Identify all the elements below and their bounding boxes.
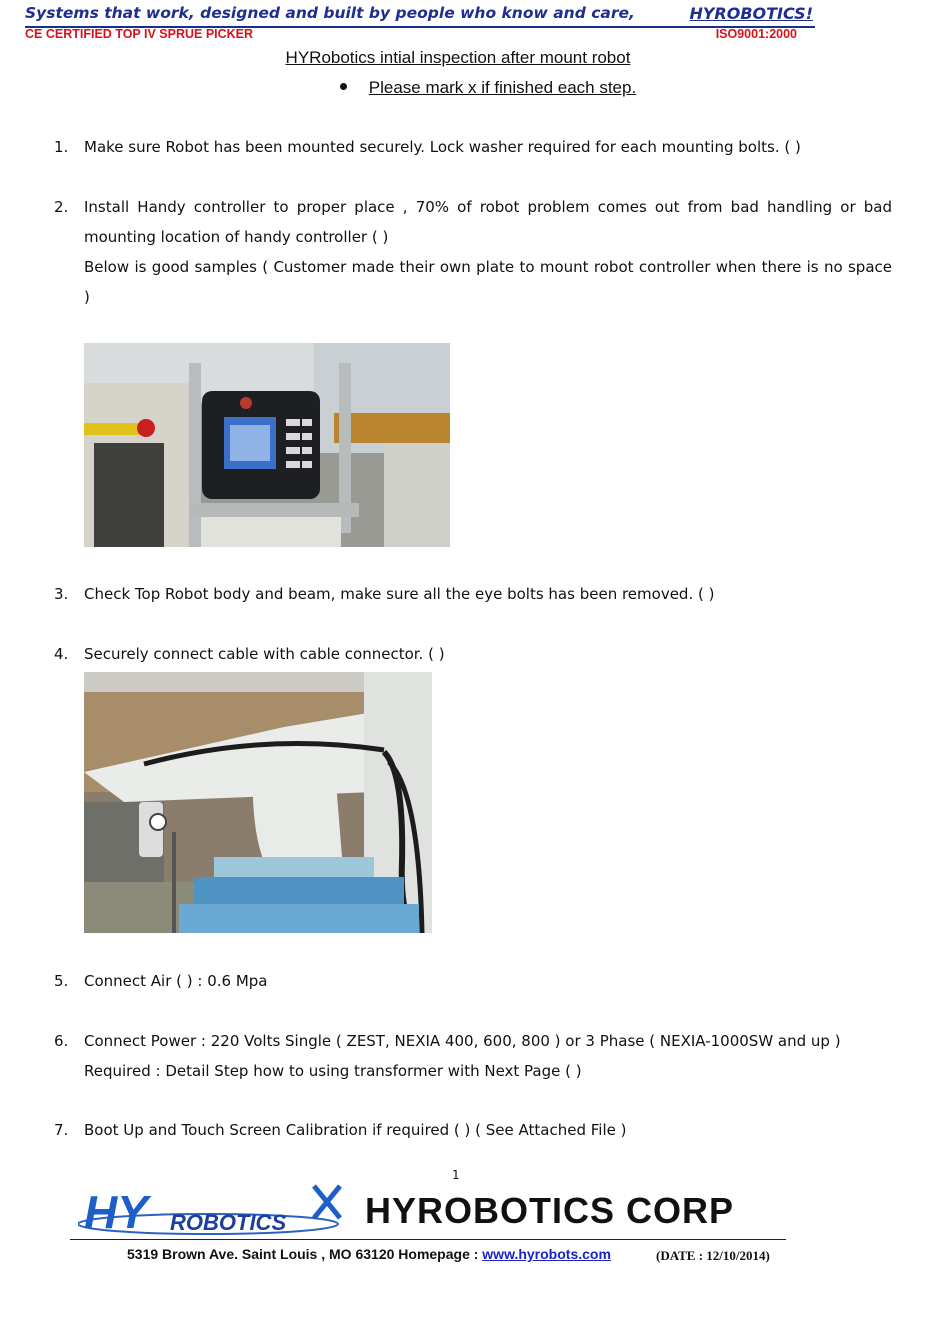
step-item	[54, 966, 892, 996]
footer-divider	[70, 1239, 786, 1240]
iso-text: ISO9001:2000	[715, 27, 797, 41]
cable-connector-photo	[84, 672, 432, 933]
step-item	[54, 192, 892, 312]
step-item	[54, 1115, 892, 1145]
step-text: Required : Detail Step how to using transformer with Next Page ( )	[84, 1062, 582, 1080]
step-text: Make sure Robot has been mounted securely. Lock washer required for each mounting bolts. ( )	[84, 138, 801, 156]
company-name: HYROBOTICS CORP	[365, 1190, 735, 1231]
address-text: 5319 Brown Ave. Saint Louis , MO 63120 Homepage :	[127, 1246, 483, 1262]
step-number: 6.	[54, 1032, 69, 1050]
step-number: 2.	[54, 198, 69, 216]
step-text: Check Top Robot body and beam, make sure all the eye bolts has been removed. ( )	[84, 585, 715, 603]
step-item	[54, 132, 892, 162]
page-title: HYRobotics intial inspection after mount robot	[285, 48, 631, 67]
step-number: 5.	[54, 972, 69, 990]
step-item	[54, 639, 892, 669]
step-number: 3.	[54, 585, 69, 603]
header-brand: HYROBOTICS!	[689, 4, 813, 23]
step-item	[54, 579, 892, 609]
step-item	[54, 1026, 892, 1086]
hyrobotics-logo	[78, 1182, 348, 1240]
page-number: 1	[452, 1168, 460, 1182]
address-line	[127, 1246, 611, 1262]
step-text: Install Handy controller to proper place , 70% of robot problem comes out from bad handling or bad mounting location of handy controller ( )	[84, 198, 892, 246]
svg-text:HY: HY	[84, 1186, 148, 1238]
homepage-link[interactable]: www.hyrobots.com	[482, 1246, 611, 1262]
step-number: 7.	[54, 1121, 69, 1139]
certification-text: CE CERTIFIED TOP IV SPRUE PICKER	[25, 27, 254, 41]
step-number: 4.	[54, 645, 69, 663]
header-tagline: Systems that work, designed and built by people who know and care,	[25, 4, 635, 22]
step-text: Connect Power : 220 Volts Single ( ZEST, NEXIA 400, 600, 800 ) or 3 Phase ( NEXIA-1000SW and up )	[84, 1032, 841, 1050]
step-text: Boot Up and Touch Screen Calibration if required ( ) ( See Attached File )	[84, 1121, 627, 1139]
step-text: Below is good samples ( Customer made their own plate to mount robot controller when there is no space )	[84, 258, 892, 306]
header-subline	[25, 27, 815, 43]
handy-controller-photo	[84, 343, 450, 547]
document-date: (DATE : 12/10/2014)	[656, 1248, 770, 1263]
step-text: Connect Air ( ) : 0.6 Mpa	[84, 972, 268, 990]
instruction-note	[0, 78, 950, 98]
instruction-text: Please mark x if finished each step.	[368, 78, 637, 97]
document-header	[25, 4, 815, 28]
step-text: Securely connect cable with cable connector. ( )	[84, 645, 445, 663]
svg-text:ROBOTICS: ROBOTICS	[170, 1210, 287, 1235]
step-number: 1.	[54, 138, 69, 156]
bullet-icon	[340, 83, 347, 90]
